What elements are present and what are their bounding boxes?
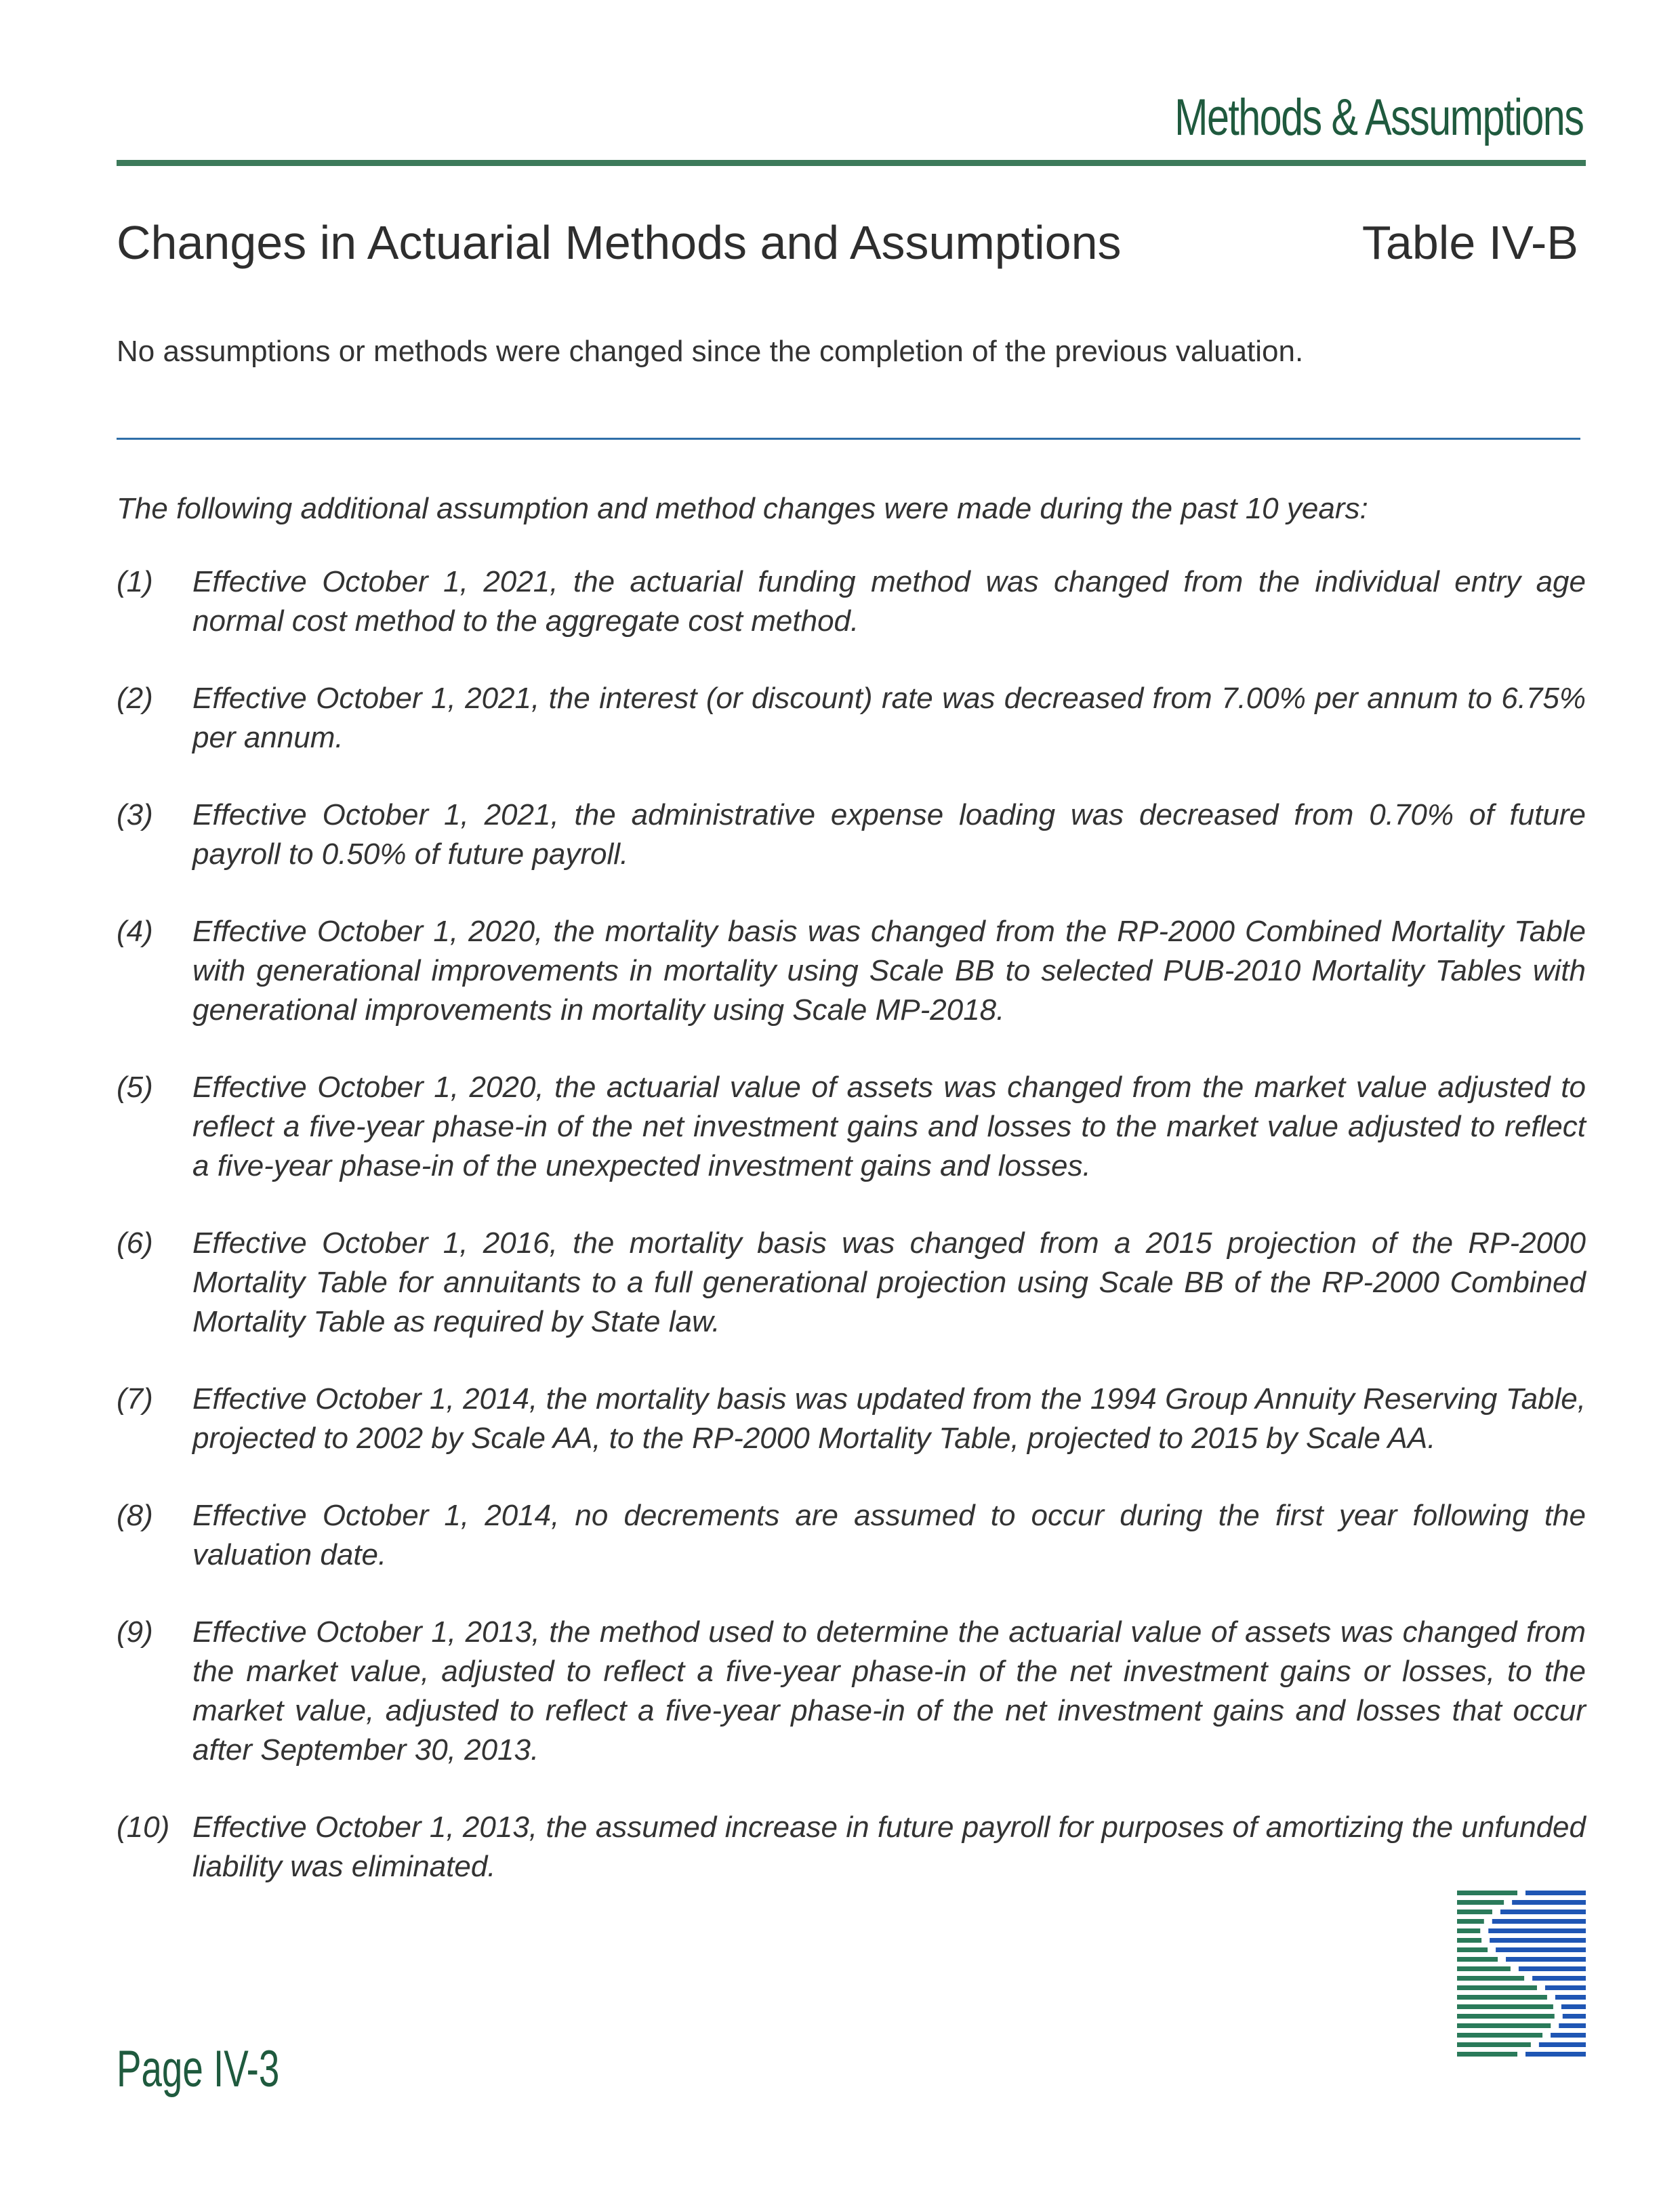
- item-text: Effective October 1, 2020, the mortality basis was changed from the RP-2000 Combined Mortality Table with generational improvements in mortality using Scale BB to selected PUB-2010 Mortality Tables with generational improvements in mortality using Scale MP-2018.: [192, 915, 1586, 1027]
- item-text: Effective October 1, 2013, the assumed increase in future payroll for purposes of amortizing the unfunded liability was eliminated.: [192, 1811, 1586, 1883]
- lead-text: The following additional assumption and method changes were made during the past 10 years:: [117, 492, 1368, 525]
- list-item: [117, 1496, 1586, 1575]
- page-number: Page IV-3: [117, 2040, 280, 2098]
- list-item: [117, 1068, 1586, 1186]
- item-number: (8): [117, 1499, 153, 1532]
- page-title: Changes in Actuarial Methods and Assumptions: [117, 216, 1122, 269]
- changes-list: [117, 562, 1586, 1924]
- section-divider: [117, 438, 1580, 440]
- section-header: Methods & Assumptions: [1174, 89, 1583, 146]
- item-number: (1): [117, 565, 153, 598]
- list-item: [117, 1224, 1586, 1342]
- item-text: Effective October 1, 2016, the mortality basis was changed from a 2015 projection of the RP-2000 Mortality Table for annuitants to a full generational projection using Scale BB of the RP-2000 Combined Mortality Table as required by State law.: [192, 1226, 1586, 1338]
- item-text: Effective October 1, 2020, the actuarial value of assets was changed from the market value adjusted to reflect a five-year phase-in of the net investment gains and losses to the market value adjusted to reflect a five-year phase-in of the unexpected investment gains and losses.: [192, 1071, 1586, 1182]
- intro-text: No assumptions or methods were changed since the completion of the previous valuation.: [117, 335, 1304, 368]
- item-text: Effective October 1, 2014, no decrements are assumed to occur during the first year following the valuation date.: [192, 1499, 1586, 1571]
- item-number: (3): [117, 798, 153, 831]
- item-number: (9): [117, 1615, 153, 1649]
- list-item: [117, 1613, 1586, 1770]
- item-text: Effective October 1, 2021, the actuarial funding method was changed from the individual entry age normal cost method to the aggregate cost method.: [192, 565, 1586, 638]
- item-text: Effective October 1, 2013, the method used to determine the actuarial value of assets was changed from the market value, adjusted to reflect a five-year phase-in of the net investment gains or losses, to the market value, adjusted to reflect a five-year phase-in of the net investment gains and losses that occur after September 30, 2013.: [192, 1615, 1586, 1767]
- header-rule: [117, 160, 1586, 166]
- company-logo-icon: [1457, 1891, 1586, 2063]
- list-item: [117, 1808, 1586, 1886]
- item-number: (10): [117, 1811, 170, 1844]
- item-number: (6): [117, 1226, 153, 1260]
- item-text: Effective October 1, 2021, the interest (or discount) rate was decreased from 7.00% per annum to 6.75% per annum.: [192, 682, 1586, 754]
- item-number: (4): [117, 915, 153, 948]
- item-text: Effective October 1, 2014, the mortality basis was updated from the 1994 Group Annuity Reserving Table, projected to 2002 by Scale AA, to the RP-2000 Mortality Table, projected to 2015 by Scale AA.: [192, 1382, 1586, 1455]
- list-item: [117, 679, 1586, 758]
- item-number: (5): [117, 1071, 153, 1104]
- list-item: [117, 562, 1586, 641]
- list-item: [117, 912, 1586, 1030]
- item-number: (7): [117, 1382, 153, 1416]
- item-number: (2): [117, 682, 153, 715]
- item-text: Effective October 1, 2021, the administrative expense loading was decreased from 0.70% of future payroll to 0.50% of future payroll.: [192, 798, 1586, 871]
- table-label: Table IV-B: [1361, 216, 1578, 269]
- list-item: [117, 1380, 1586, 1458]
- list-item: [117, 796, 1586, 874]
